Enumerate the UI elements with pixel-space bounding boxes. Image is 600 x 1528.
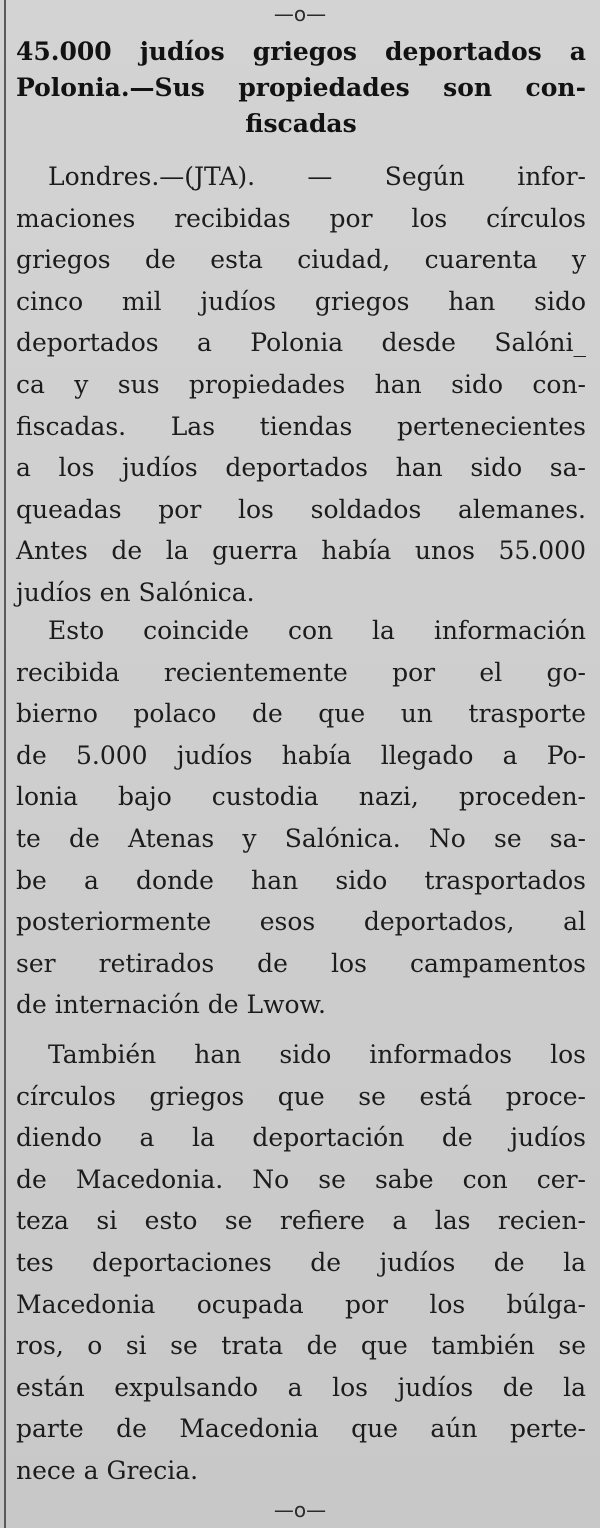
text-line: círculos griegos que se está proce- xyxy=(16,1081,586,1111)
text-line: cinco mil judíos griegos han sido xyxy=(16,286,586,316)
text-line: Antes de la guerra había unos 55.000 xyxy=(16,536,586,566)
text-line: están expulsando a los judíos de la xyxy=(16,1372,586,1402)
ornament-bottom: —o— xyxy=(273,1498,327,1522)
text-line: bierno polaco de que un trasporte xyxy=(16,699,586,729)
text-line: lonia bajo custodia nazi, proceden- xyxy=(16,782,586,812)
text-line: ca y sus propiedades han sido con- xyxy=(16,369,586,399)
text-line: Esto coincide con la información xyxy=(48,616,586,645)
text-line: te de Atenas y Salónica. No se sa- xyxy=(16,823,586,853)
text-line: judíos en Salónica. xyxy=(16,577,255,607)
text-line: nece a Grecia. xyxy=(16,1455,199,1485)
text-line: recibida recientemente por el go- xyxy=(16,657,586,687)
text-line: También han sido informados los xyxy=(48,1040,586,1069)
headline-line: fiscadas xyxy=(245,109,357,138)
text-line: queadas por los soldados alemanes. xyxy=(16,494,586,524)
text-line: a los judíos deportados han sido sa- xyxy=(16,453,586,483)
text-line: de internación de Lwow. xyxy=(16,990,326,1020)
text-line: deportados a Polonia desde Salóni_ xyxy=(16,328,586,358)
text-line: Londres.—(JTA). — Según infor- xyxy=(48,162,586,191)
text-line: tes deportaciones de judíos de la xyxy=(16,1247,586,1277)
text-line: be a donde han sido trasportados xyxy=(16,865,586,895)
text-line: griegos de esta ciudad, cuarenta y xyxy=(16,245,586,275)
text-line: de Macedonia. No se sabe con cer- xyxy=(16,1164,586,1194)
text-line: fiscadas. Las tiendas pertenecientes xyxy=(16,411,586,441)
text-line: ser retirados de los campamentos xyxy=(16,948,586,978)
text-line: parte de Macedonia que aún perte- xyxy=(16,1414,586,1444)
headline-line: 45.000 judíos griegos deportados a xyxy=(16,37,586,66)
text-line: posteriormente esos deportados, al xyxy=(16,907,586,937)
text-line: maciones recibidas por los círculos xyxy=(16,203,586,233)
column-rule xyxy=(4,0,6,1528)
headline-line: Polonia.—Sus propiedades son con- xyxy=(16,73,586,102)
paragraph-3 xyxy=(16,1034,586,1492)
paragraph-2 xyxy=(16,610,586,1026)
text-line: diendo a la deportación de judíos xyxy=(16,1123,586,1153)
headline xyxy=(16,34,586,142)
text-line: de 5.000 judíos había llegado a Po- xyxy=(16,740,586,770)
text-line: ros, o si se trata de que también se xyxy=(16,1331,586,1361)
text-line: Macedonia ocupada por los búlga- xyxy=(16,1289,586,1319)
text-line: teza si esto se refiere a las recien- xyxy=(16,1206,586,1236)
ornament-top: —o— xyxy=(273,2,327,26)
paragraph-1 xyxy=(16,156,586,614)
